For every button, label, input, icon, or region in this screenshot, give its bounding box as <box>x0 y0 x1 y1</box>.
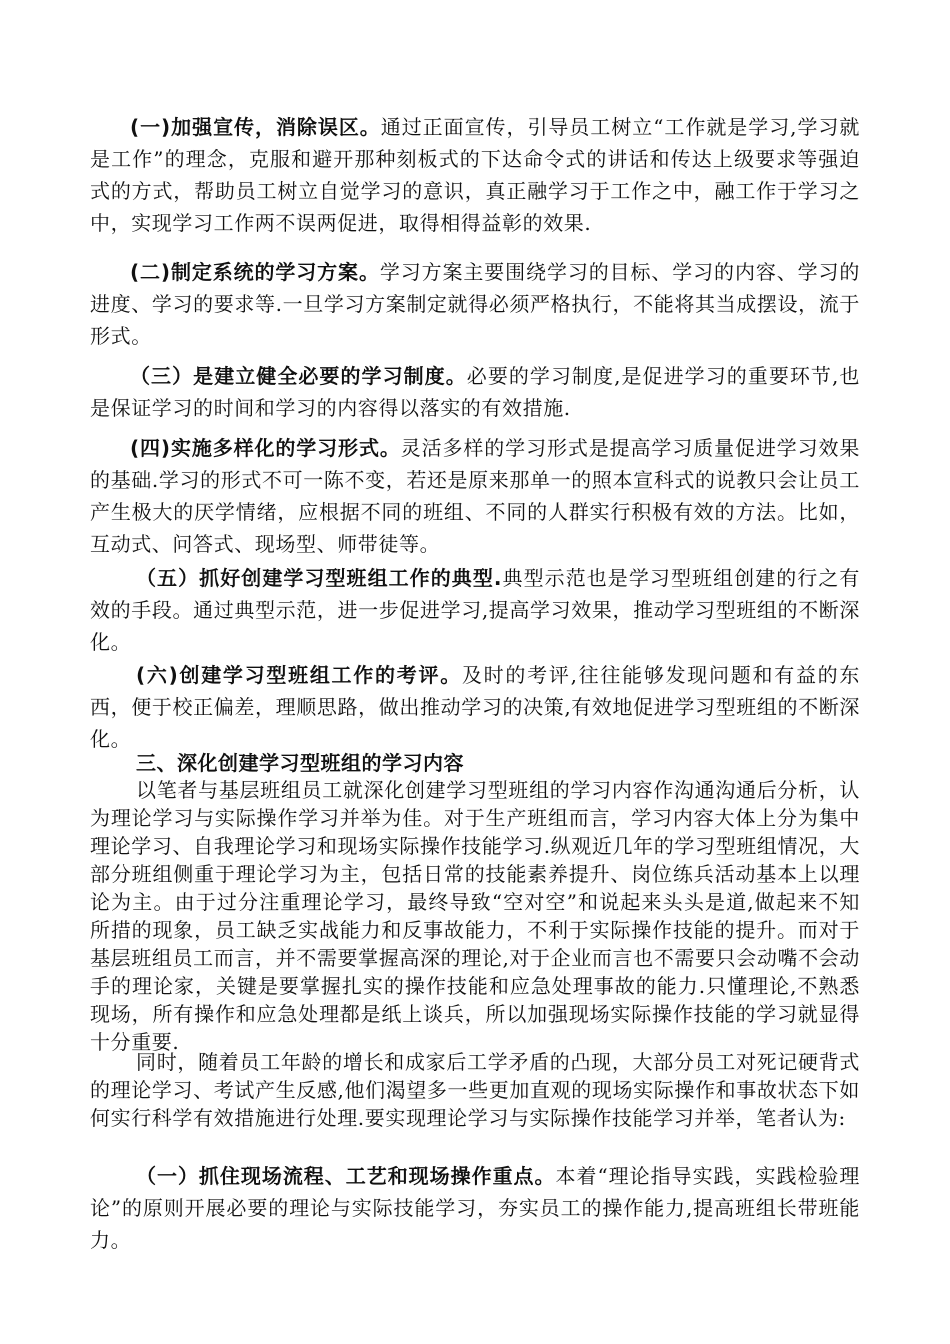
section-5-text: 典型示范也是学习型班组创建的行之有效的手段。通过典型示范，进一步促进学习,提高学习效果，推动学习型班组的不断深化。 <box>90 566 860 654</box>
section-4-text: 灵活多样的学习形式是提高学习质量促进学习效果的基础.学习的形式不可一陈不变，若还是原来那单一的照本宣科式的说教只会让员工产生极大的厌学情绪，应根据不同的班组、不同的人群实行积极有效的方法。比如，互动式、问答式、现场型、师带徒等。 <box>90 436 860 556</box>
section-4-heading: (四)实施多样化的学习形式。 <box>130 436 401 460</box>
section-5-heading: （五）抓好创建学习型班组工作的典型. <box>136 566 503 590</box>
section-2-heading: (二)制定系统的学习方案。 <box>130 260 380 284</box>
final-paragraph <box>90 1160 860 1256</box>
content-paragraph-2: 同时，随着员工年龄的增长和成家后工学矛盾的凸现，大部分员工对死记硬背式的理论学习、考试产生反感,他们渴望多一些更加直观的现场实际操作和事故状态下如何实行科学有效措施进行处理.要实现理论学习与实际操作技能学习并举，笔者认为: <box>90 1050 860 1130</box>
final-text: 本着“理论指导实践，实践检验理论”的原则开展必要的理论与实际技能学习，夯实员工的操作能力,提高班组长带班能力。 <box>90 1164 860 1252</box>
section-4-paragraph <box>90 432 860 560</box>
content-paragraph-1: 以笔者与基层班组员工就深化创建学习型班组的学习内容作沟通沟通后分析，认为理论学习与实际操作学习并举为佳。对于生产班组而言，学习内容大体上分为集中理论学习、自我理论学习和现场实际操作技能学习.纵观近几年的学习型班组情况，大部分班组侧重于理论学习为主，包括日常的技能素养提升、岗位练兵活动基本上以理论为主。由于过分注重理论学习，最终导致“空对空”和说起来头头是道,做起来不知所措的现象，员工缺乏实战能力和反事故能力，不利于实际操作技能的提升。而对于基层班组员工而言，并不需要掌握高深的理论,对于企业而言也不需要只会动嘴不会动手的理论家，关键是要掌握扎实的操作技能和应急处理事故的能力.只懂理论,不熟悉现场，所有操作和应急处理都是纸上谈兵，所以加强现场实际操作技能的学习就显得十分重要. <box>90 778 860 1054</box>
section-3-paragraph <box>90 360 860 424</box>
section-6-text: 及时的考评,往往能够发现问题和有益的东西，便于校正偏差，理顺思路，做出推动学习的决策,有效地促进学习型班组的不断深化。 <box>90 663 860 751</box>
section-1-heading: (一)加强宣传，消除误区。 <box>130 115 381 139</box>
section-1-text: 通过正面宣传，引导员工树立“工作就是学习,学习就是工作”的理念，克服和避开那种刻板式的下达命令式的讲话和传达上级要求等强迫式的方式，帮助员工树立自觉学习的意识，真正融学习于工作之中，融工作于学习之中，实现学习工作两不误两促进，取得相得益彰的效果. <box>90 115 860 235</box>
section-2-text: 学习方案主要围绕学习的目标、学习的内容、学习的进度、学习的要求等.一旦学习方案制定就得必须严格执行，不能将其当成摆设，流于形式。 <box>90 260 860 348</box>
section-heading-3: 三、深化创建学习型班组的学习内容 <box>136 751 464 775</box>
section-6-heading: (六)创建学习型班组工作的考评。 <box>136 663 462 687</box>
section-2-paragraph <box>90 256 860 352</box>
section-3-text: 必要的学习制度,是促进学习的重要环节,也是保证学习的时间和学习的内容得以落实的有效措施. <box>90 364 860 420</box>
final-heading: （一）抓住现场流程、工艺和现场操作重点。 <box>136 1164 556 1188</box>
section-6-paragraph <box>90 659 860 755</box>
section-5-paragraph <box>90 562 860 658</box>
section-3-heading: （三）是建立健全必要的学习制度。 <box>130 364 467 388</box>
section-1-paragraph <box>90 111 860 239</box>
